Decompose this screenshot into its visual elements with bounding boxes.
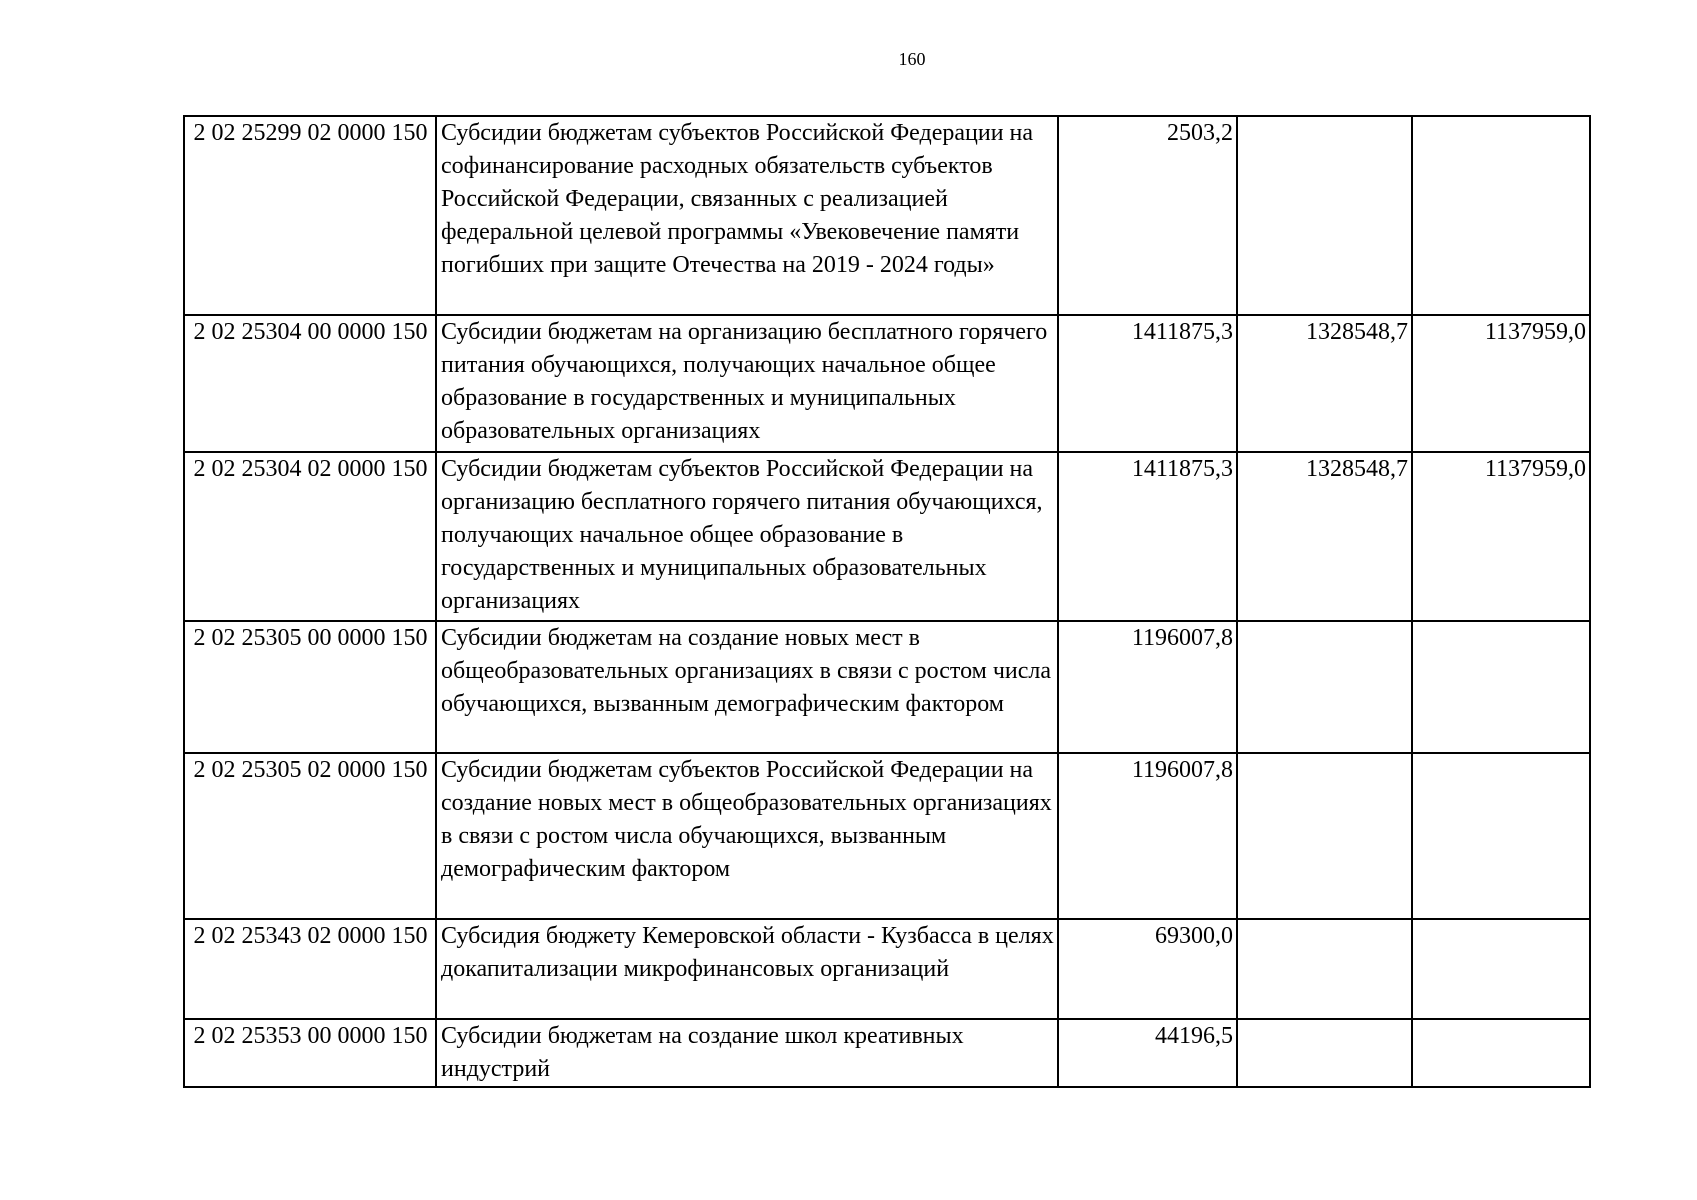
description-cell: Субсидия бюджету Кемеровской области - Кузбасса в целях докапитализации микрофинансовых организаций (436, 919, 1058, 1019)
amount-year1-cell: 1196007,8 (1058, 753, 1237, 919)
amount-year2-cell (1237, 621, 1412, 753)
amount-year1-cell: 1196007,8 (1058, 621, 1237, 753)
budget-code-cell: 2 02 25299 02 0000 150 (184, 116, 436, 315)
budget-code-cell: 2 02 25304 02 0000 150 (184, 452, 436, 621)
amount-year2-cell (1237, 116, 1412, 315)
amount-year1-cell: 44196,5 (1058, 1019, 1237, 1087)
amount-year1-cell: 69300,0 (1058, 919, 1237, 1019)
table-row (184, 753, 1590, 919)
description-cell: Субсидии бюджетам субъектов Российской Федерации на создание новых мест в общеобразовательных организациях в связи с ростом числа обучающихся, вызванным демографическим фактором (436, 753, 1058, 919)
amount-year2-cell (1237, 753, 1412, 919)
amount-year2-cell (1237, 919, 1412, 1019)
page-number: 160 (898, 49, 926, 69)
amount-year3-cell: 1137959,0 (1412, 315, 1590, 452)
amount-year2-cell: 1328548,7 (1237, 452, 1412, 621)
budget-revenue-table (183, 115, 1591, 1088)
amount-year1-cell: 2503,2 (1058, 116, 1237, 315)
amount-year3-cell (1412, 116, 1590, 315)
budget-code-cell: 2 02 25343 02 0000 150 (184, 919, 436, 1019)
budget-code-cell: 2 02 25353 00 0000 150 (184, 1019, 436, 1087)
table-row (184, 919, 1590, 1019)
amount-year2-cell (1237, 1019, 1412, 1087)
table-row (184, 452, 1590, 621)
table-row (184, 116, 1590, 315)
amount-year3-cell: 1137959,0 (1412, 452, 1590, 621)
amount-year1-cell: 1411875,3 (1058, 452, 1237, 621)
table-row (184, 621, 1590, 753)
description-cell: Субсидии бюджетам на организацию бесплатного горячего питания обучающихся, получающих начальное общее образование в государственных и муниципальных образовательных организациях (436, 315, 1058, 452)
table-row (184, 1019, 1590, 1087)
description-cell: Субсидии бюджетам на создание школ креативных индустрий (436, 1019, 1058, 1087)
amount-year3-cell (1412, 621, 1590, 753)
table-row (184, 315, 1590, 452)
amount-year3-cell (1412, 1019, 1590, 1087)
budget-code-cell: 2 02 25305 00 0000 150 (184, 621, 436, 753)
budget-code-cell: 2 02 25304 00 0000 150 (184, 315, 436, 452)
amount-year2-cell: 1328548,7 (1237, 315, 1412, 452)
amount-year3-cell (1412, 919, 1590, 1019)
description-cell: Субсидии бюджетам субъектов Российской Федерации на софинансирование расходных обязательств субъектов Российской Федерации, связанных с реализацией федеральной целевой программы «Увековечение памяти погибших при защите Отечества на 2019 - 2024 годы» (436, 116, 1058, 315)
budget-code-cell: 2 02 25305 02 0000 150 (184, 753, 436, 919)
amount-year3-cell (1412, 753, 1590, 919)
amount-year1-cell: 1411875,3 (1058, 315, 1237, 452)
description-cell: Субсидии бюджетам субъектов Российской Федерации на организацию бесплатного горячего питания обучающихся, получающих начальное общее образование в государственных и муниципальных образовательных организациях (436, 452, 1058, 621)
description-cell: Субсидии бюджетам на создание новых мест в общеобразовательных организациях в связи с ростом числа обучающихся, вызванным демографическим фактором (436, 621, 1058, 753)
